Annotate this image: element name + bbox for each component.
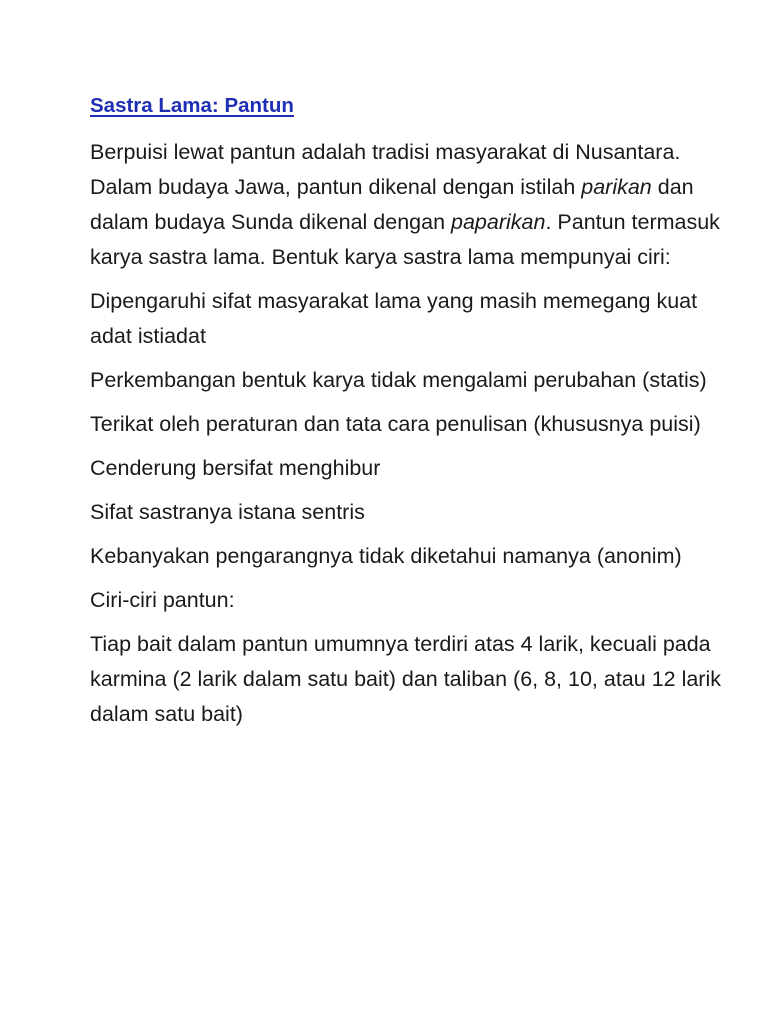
intro-text-2: dan dalam budaya Sunda dikenal dengan [90, 175, 694, 234]
term-parikan: parikan [581, 175, 652, 199]
intro-text-1: Berpuisi lewat pantun adalah tradisi masyarakat di Nusantara. Dalam budaya Jawa, pantun dikenal dengan istilah [90, 140, 681, 199]
ciri-item-2: Perkembangan bentuk karya tidak mengalami perubahan (statis) [90, 368, 707, 392]
ciri-pantun-item-1: Tiap bait dalam pantun umumnya terdiri atas 4 larik, kecuali pada karmina (2 larik dalam satu bait) dan taliban (6, 8, 10, atau 12 larik dalam satu bait) [90, 632, 721, 726]
ciri-item-3: Terikat oleh peraturan dan tata cara penulisan (khususnya puisi) [90, 412, 701, 436]
document-page [90, 88, 730, 741]
ciri-item-4: Cenderung bersifat menghibur [90, 456, 381, 480]
intro-paragraph [90, 135, 730, 275]
ciri-item-6: Kebanyakan pengarangnya tidak diketahui namanya (anonim) [90, 544, 682, 568]
term-paparikan: paparikan [451, 210, 546, 234]
ciri-pantun-heading: Ciri-ciri pantun: [90, 588, 235, 612]
document-title-link[interactable]: Sastra Lama: Pantun [90, 94, 294, 117]
ciri-item-1: Dipengaruhi sifat masyarakat lama yang masih memegang kuat adat istiadat [90, 289, 698, 348]
ciri-item-5: Sifat sastranya istana sentris [90, 500, 365, 524]
intro-text-3: . Pantun termasuk karya sastra lama. Bentuk karya sastra lama mempunyai ciri: [90, 210, 720, 269]
